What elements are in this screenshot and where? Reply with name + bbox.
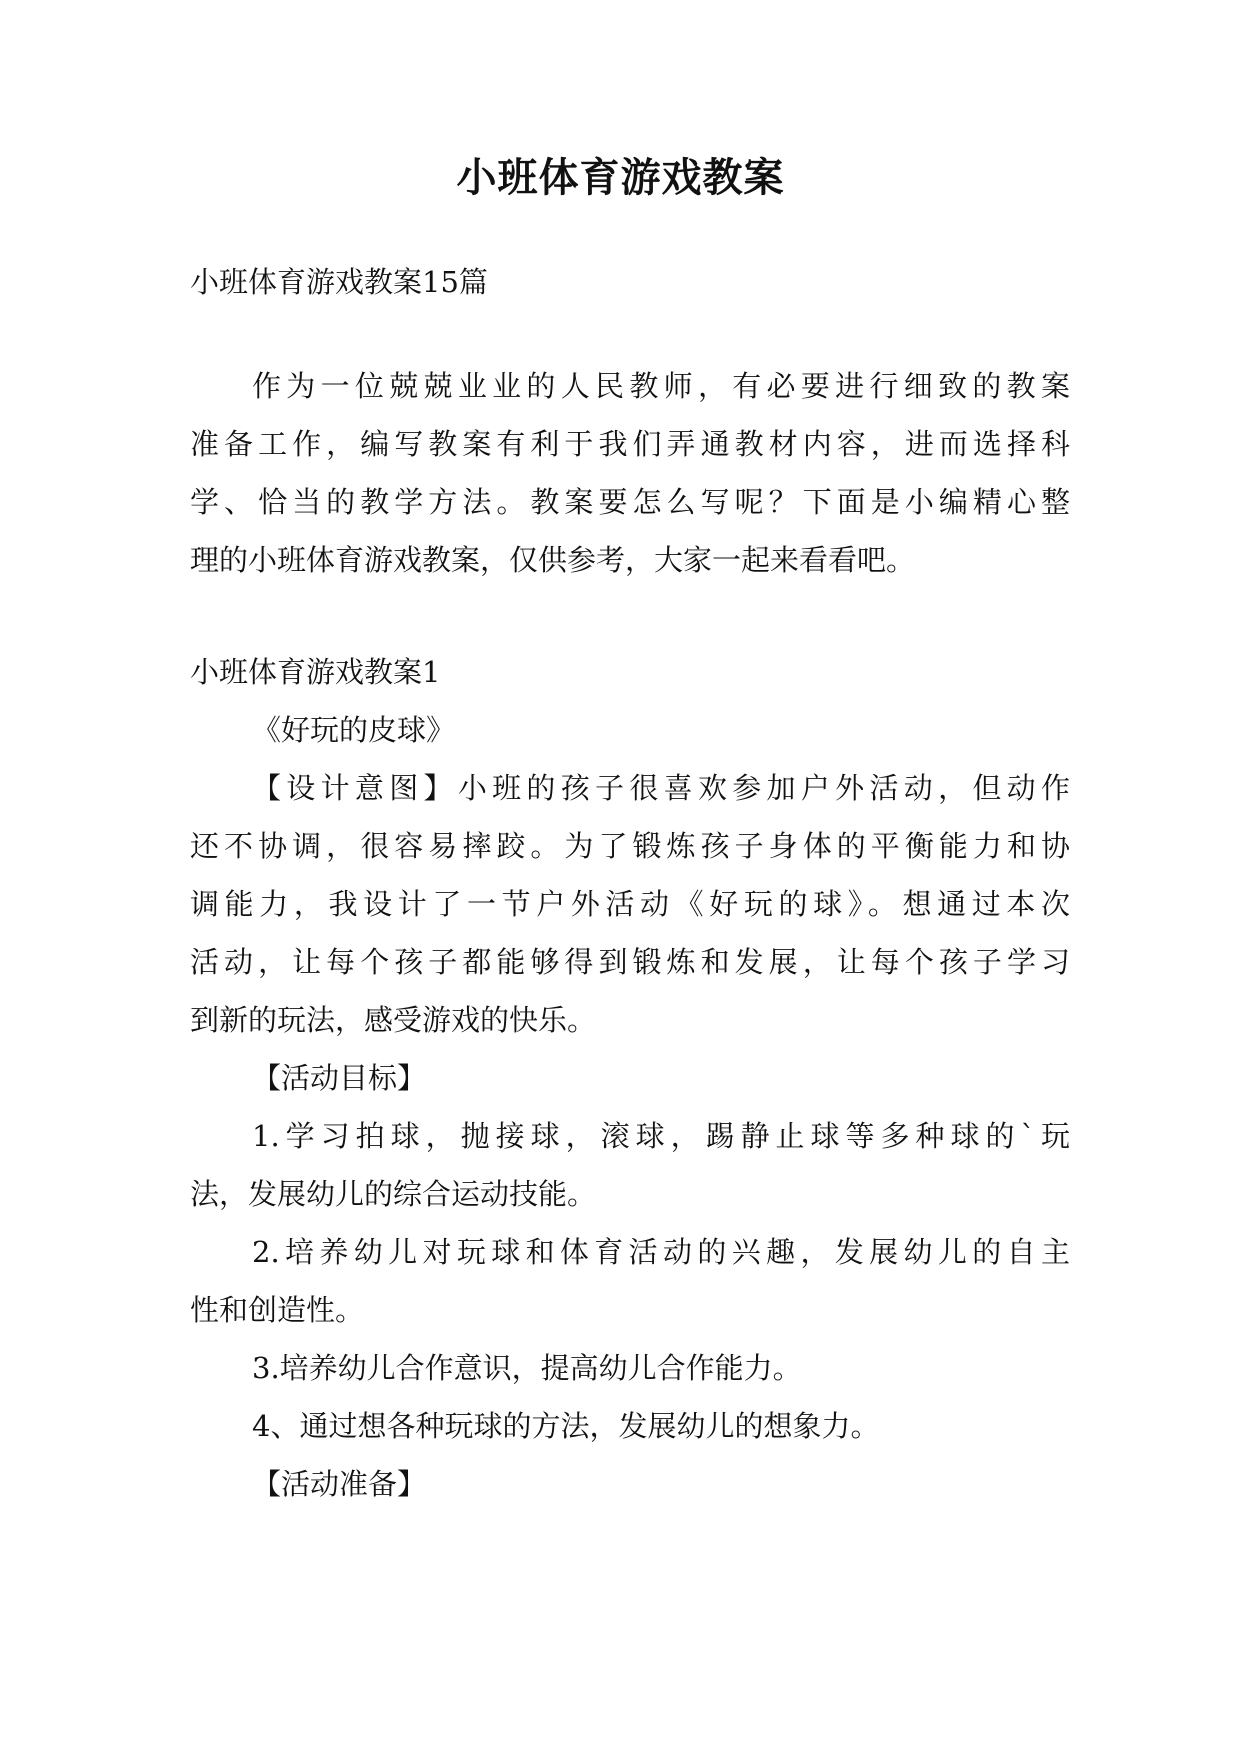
- section-heading: 小班体育游戏教案1: [190, 655, 441, 689]
- document-title: 小班体育游戏教案: [456, 155, 785, 201]
- goal-3: 3.培养幼儿合作意识，提高幼儿合作能力。: [252, 1351, 802, 1385]
- intro-line-2: 准备工作，编写教案有利于我们弄通教材内容，进而选择科: [190, 427, 1070, 461]
- goal-2-line-1: 2.培养幼儿对玩球和体育活动的兴趣，发展幼儿的自主: [252, 1235, 1070, 1269]
- prep-heading: 【活动准备】: [252, 1467, 427, 1501]
- intro-line-4: 理的小班体育游戏教案，仅供参考，大家一起来看看吧。: [190, 543, 916, 577]
- document-subtitle: 小班体育游戏教案15篇: [190, 265, 488, 299]
- goal-1-line-1: 1.学习拍球，抛接球，滚球，踢静止球等多种球的`玩: [252, 1119, 1070, 1153]
- goal-2-line-2: 性和创造性。: [190, 1293, 365, 1327]
- design-intent-line-5: 到新的玩法，感受游戏的快乐。: [190, 1003, 597, 1037]
- goal-1-line-2: 法，发展幼儿的综合运动技能。: [190, 1177, 597, 1211]
- design-intent-line-1: 【设计意图】小班的孩子很喜欢参加户外活动，但动作: [252, 771, 1070, 805]
- goals-heading: 【活动目标】: [252, 1061, 427, 1095]
- design-intent-line-3: 调能力，我设计了一节户外活动《好玩的球》。想通过本次: [190, 887, 1070, 921]
- goal-4: 4、通过想各种玩球的方法，发展幼儿的想象力。: [252, 1409, 880, 1443]
- design-intent-line-4: 活动，让每个孩子都能够得到锻炼和发展，让每个孩子学习: [190, 945, 1070, 979]
- intro-line-3: 学、恰当的教学方法。教案要怎么写呢？下面是小编精心整: [190, 485, 1070, 519]
- design-intent-line-2: 还不协调，很容易摔跤。为了锻炼孩子身体的平衡能力和协: [190, 829, 1070, 863]
- lesson-title: 《好玩的皮球》: [252, 713, 456, 747]
- intro-line-1: 作为一位兢兢业业的人民教师，有必要进行细致的教案: [252, 369, 1070, 403]
